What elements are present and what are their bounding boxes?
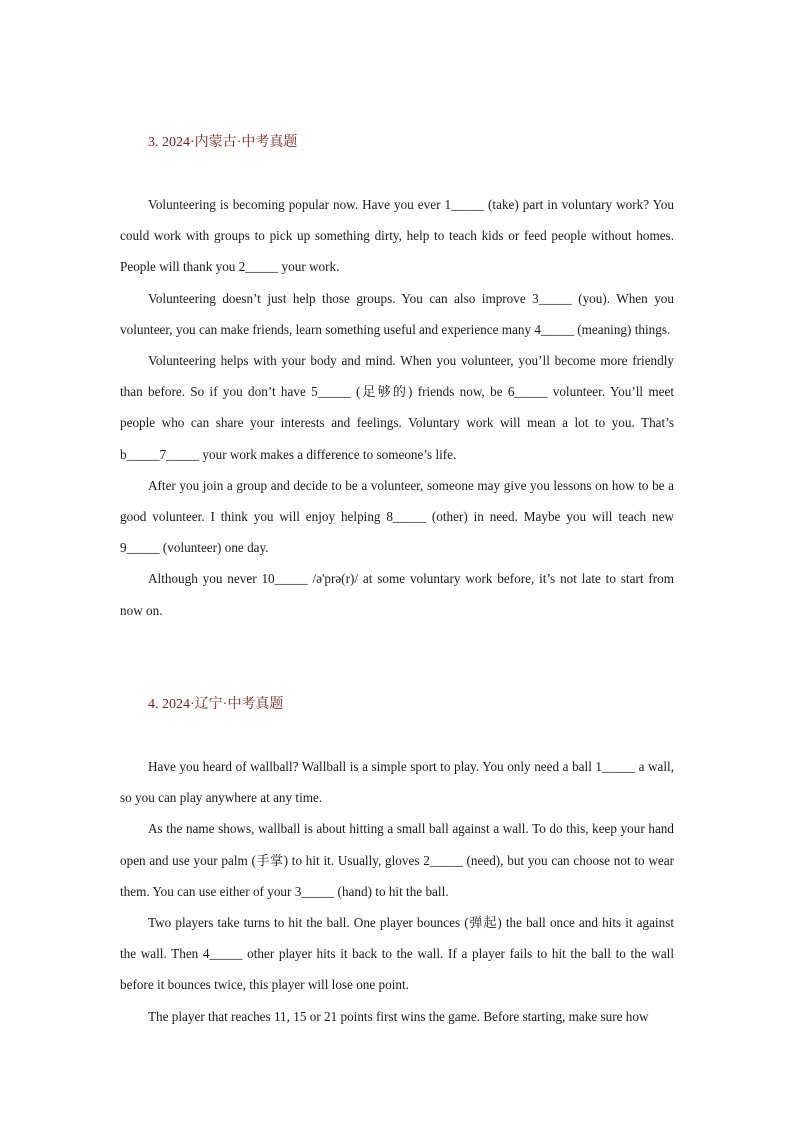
paragraph: Volunteering is becoming popular now. Have you ever 1_____ (take) part in voluntary work? You could work with groups to pick up something dirty, help to teach kids or feed people without homes. People will thank you 2_____ your work. bbox=[120, 197, 674, 275]
paragraph: Have you heard of wallball? Wallball is a simple sport to play. You only need a ball 1_____ a wall, so you can play anywhere at any time. bbox=[120, 759, 674, 806]
paragraph: After you join a group and decide to be a volunteer, someone may give you lessons on how to be a good volunteer. I think you will enjoy helping 8_____ (other) in need. Maybe you will teach new 9_____ (volunteer) one day. bbox=[120, 477, 674, 556]
paragraph: As the name shows, wallball is about hitting a small ball against a wall. To do this, keep your hand open and use your palm (手掌) to hit it. Usually, gloves 2_____ (need), but you can choose not to wear them. You can use either of your 3_____ (hand) to hit the ball. bbox=[120, 821, 674, 899]
paragraph: The player that reaches 11, 15 or 21 points first wins the game. Before starting, make sure how bbox=[148, 1008, 649, 1024]
section-title: 3. 2024·内蒙古·中考真题 bbox=[148, 135, 298, 150]
section-title: 4. 2024·辽宁·中考真题 bbox=[148, 697, 284, 712]
paragraph: Although you never 10_____ /ə'prə(r)/ at some voluntary work before, it’s not late to start from now on. bbox=[120, 571, 674, 618]
paragraph: Volunteering helps with your body and mind. When you volunteer, you’ll become more friendly than before. So if you don’t have 5_____ (足够的) friends now, be 6_____ volunteer. You’ll meet people who can share your interests and feelings. Voluntary work will mean a lot to you. That’s b_____7_____ your work makes a difference to someone’s life. bbox=[120, 353, 674, 462]
paragraph: Two players take turns to hit the ball. One player bounces (弹起) the ball once and hits it against the wall. Then 4_____ other player hits it back to the wall. If a player fails to hit the ball to the wall before it bounces twice, this player will lose one point. bbox=[120, 915, 674, 993]
passage-4 bbox=[120, 751, 674, 1032]
passage-3 bbox=[120, 189, 674, 626]
paragraph: Volunteering doesn’t just help those groups. You can also improve 3_____ (you). When you volunteer, you can make friends, learn something useful and experience many 4_____ (meaning) things. bbox=[120, 290, 674, 337]
